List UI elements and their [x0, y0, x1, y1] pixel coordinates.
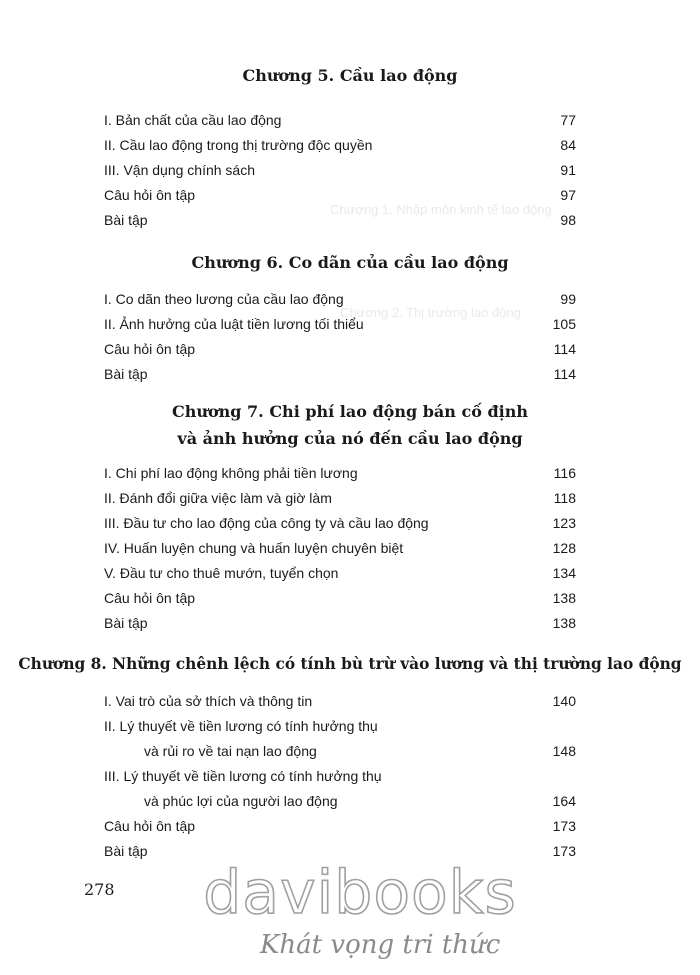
entry-label: II. Lý thuyết về tiền lương có tính hưởng thụ [104, 718, 378, 734]
entry-label: I. Chi phí lao động không phải tiền lương [104, 465, 358, 481]
toc-entry [104, 691, 576, 711]
entry-label: và phúc lợi của người lao động [144, 793, 338, 809]
entry-label: III. Vận dụng chính sách [104, 162, 255, 178]
entry-page: 164 [552, 793, 576, 809]
entry-label: Câu hỏi ôn tập [104, 590, 196, 606]
toc-entry [104, 766, 576, 786]
entry-page: 118 [553, 490, 576, 506]
entry-label: I. Vai trò của sở thích và thông tin [104, 693, 313, 709]
entry-label: II. Ảnh hưởng của luật tiền lương tối thiểu [104, 316, 364, 332]
entry-page: 138 [552, 590, 576, 606]
entry-page: 138 [552, 615, 576, 631]
toc-entry [104, 289, 576, 309]
entry-page: 105 [552, 316, 576, 332]
toc-entry [104, 339, 576, 359]
entry-page: 173 [552, 818, 576, 834]
entry-label: Bài tập [104, 843, 148, 859]
entry-page: 173 [552, 843, 576, 859]
chapter-7-title: Chương 7. Chi phí lao động bán cố định [171, 402, 529, 421]
chapter-6-title: Chương 6. Co dãn của cầu lao động [191, 253, 509, 272]
toc-entry [104, 538, 576, 558]
entry-label: III. Lý thuyết về tiền lương có tính hưởng thụ [104, 768, 382, 784]
toc-entry [104, 210, 576, 230]
watermark-logo: davibooks [203, 858, 517, 928]
entry-label: IV. Huấn luyện chung và huấn luyện chuyên biệt [104, 540, 404, 556]
show-through-text: Chương 1. Nhập môn kinh tế lao động [330, 202, 552, 217]
entry-page: 77 [560, 112, 576, 128]
entry-label: Câu hỏi ôn tập [104, 341, 196, 357]
entry-label: Câu hỏi ôn tập [104, 818, 196, 834]
entry-label: I. Bản chất của cầu lao động [104, 112, 282, 128]
entry-label: I. Co dãn theo lương của cầu lao động [104, 291, 344, 307]
toc-entry [104, 110, 576, 130]
entry-page: 84 [560, 137, 576, 153]
toc-entry [104, 185, 576, 205]
entry-label: Bài tập [104, 615, 148, 631]
toc-entry [104, 513, 576, 533]
toc-entry [104, 488, 576, 508]
entry-page: 134 [552, 565, 576, 581]
toc-entry [104, 613, 576, 633]
entry-page: 116 [553, 465, 576, 481]
toc-entry [104, 563, 576, 583]
entry-page: 140 [552, 693, 576, 709]
chapter-8-title: Chương 8. Những chênh lệch có tính bù trừ vào lương và thị trường lao động [18, 655, 682, 673]
entry-label: III. Đầu tư cho lao động của công ty và cầu lao động [104, 515, 429, 531]
entry-page: 148 [552, 743, 576, 759]
toc-entry [104, 716, 576, 736]
entry-label: V. Đầu tư cho thuê mướn, tuyển chọn [104, 565, 339, 581]
entry-label: Bài tập [104, 212, 148, 228]
entry-page: 128 [552, 540, 576, 556]
toc-entry [104, 135, 576, 155]
page-number: 278 [84, 880, 115, 899]
chapter-7-title-continued: và ảnh hưởng của nó đến cầu lao động [177, 429, 523, 448]
chapter-5-title: Chương 5. Cầu lao động [242, 66, 458, 85]
entry-page: 114 [553, 366, 576, 382]
entry-page: 91 [560, 162, 576, 178]
entry-label: Bài tập [104, 366, 148, 382]
entry-label: và rủi ro về tai nạn lao động [144, 743, 317, 759]
entry-label: II. Đánh đổi giữa việc làm và giờ làm [104, 490, 332, 506]
watermark-tagline: Khát vọng tri thức [260, 930, 501, 960]
toc-entry [104, 588, 576, 608]
entry-page: 97 [560, 187, 576, 203]
show-through-text: Chương 2. Thị trường lao động [340, 305, 521, 320]
entry-label: Câu hỏi ôn tập [104, 187, 196, 203]
toc-entry [104, 816, 576, 836]
toc-entry-continuation [104, 741, 576, 761]
entry-page: 99 [560, 291, 576, 307]
toc-entry [104, 364, 576, 384]
toc-entry [104, 314, 576, 334]
toc-entry [104, 463, 576, 483]
toc-entry-continuation [104, 791, 576, 811]
entry-page: 114 [553, 341, 576, 357]
entry-page: 98 [560, 212, 576, 228]
entry-label: II. Cầu lao động trong thị trường độc quyền [104, 137, 373, 153]
entry-page: 123 [552, 515, 576, 531]
toc-entry [104, 160, 576, 180]
